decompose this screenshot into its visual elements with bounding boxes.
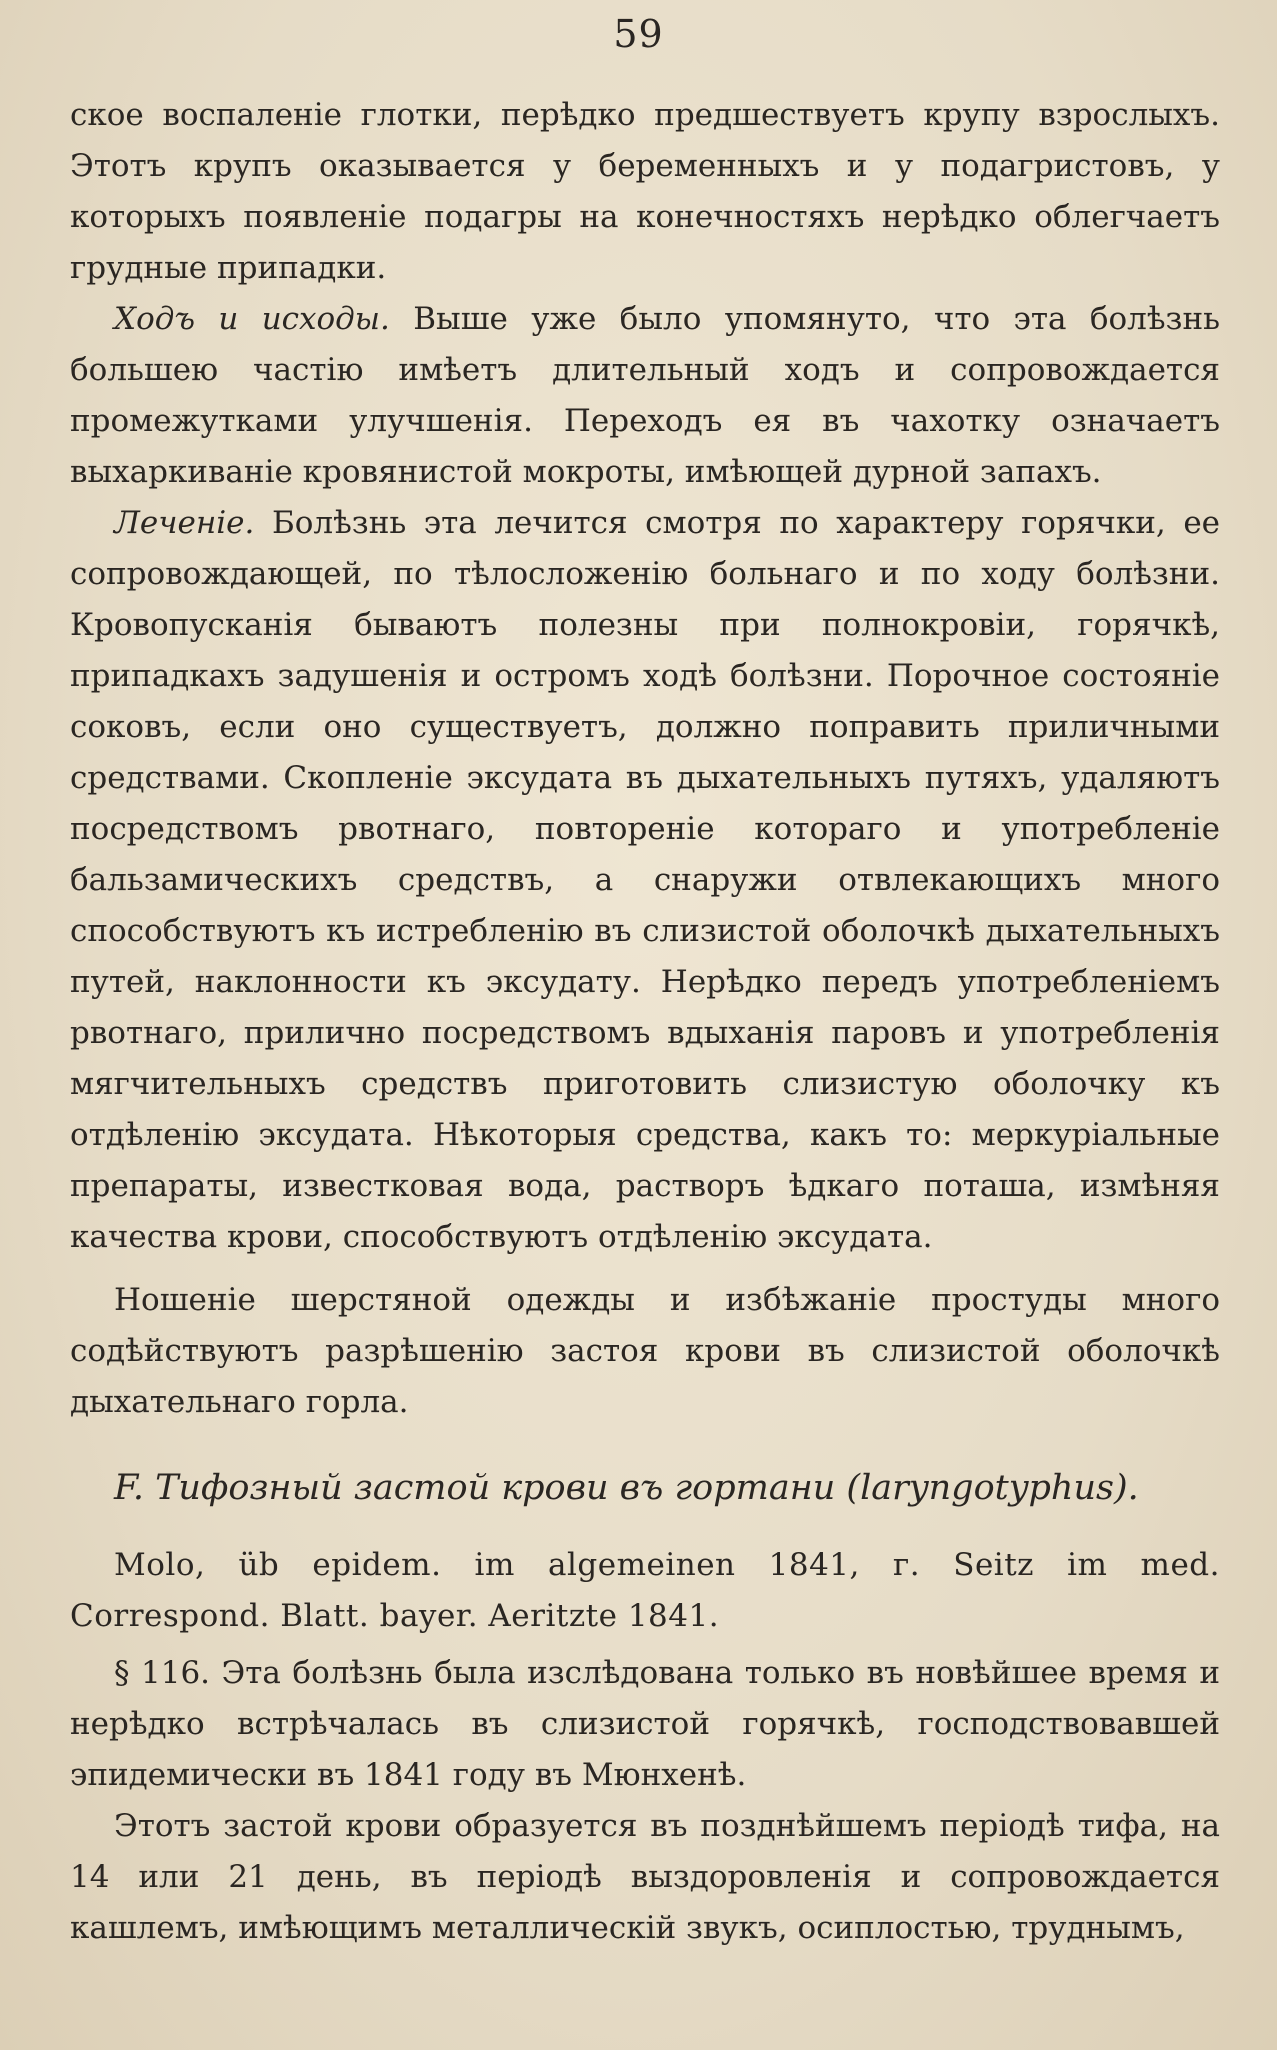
body-text [70,90,1220,1954]
paragraph-treatment [70,498,1220,1263]
paragraph-clothing: Ношеніе шерстяной одежды и избѣжаніе простуды много содѣйствуютъ разрѣшенію застоя крови въ слизистой оболочкѣ дыхательнаго горла. [70,1282,1220,1420]
section-title: F. Тифозный застой крови въ гортани (laryngotyphus). [114,1468,1139,1508]
course-text: Выше уже было упомянуто, что эта болѣзнь большею частію имѣетъ длительный ходъ и сопровождается промежутками улучшенія. Переходъ ея въ чахотку означаетъ выхаркиваніе кровянистой мокроты, имѣющей дурной запахъ. [70,301,1220,490]
paragraph-116: § 116. Эта болѣзнь была изслѣдована только въ новѣйшее время и нерѣдко встрѣчалась въ слизистой горячкѣ, господствовавшей эпидемически въ 1841 году въ Мюнхенѣ. [70,1655,1220,1793]
paragraph-course [70,294,1220,498]
course-lead: Ходъ и исходы. [114,301,390,337]
paragraph-last: Этотъ застой крови образуется въ позднѣйшемъ періодѣ тифа, на 14 или 21 день, въ періодѣ выздоровленія и сопровождается кашлемъ, имѣющимъ металлическій звукъ, осиплостью, труднымъ, [70,1808,1220,1946]
paragraph-continuation: ское воспаленіе глотки, перѣдко предшествуетъ крупу взрослыхъ. Этотъ крупъ оказывается у беременныхъ и у подагристовъ, у которыхъ появленіе подагры на конечностяхъ нерѣдко облегчаетъ грудные припадки. [70,97,1220,286]
page-number: 59 [613,12,664,56]
treatment-lead: Леченіе. [114,505,255,541]
reference-citation: Molo, üb epidem. im algemeinen 1841, г. Seitz im med. Correspond. Blatt. bayer. Aeritzte 1841. [70,1547,1220,1634]
treatment-text: Болѣзнь эта лечится смотря по характеру горячки, ее сопровождающей, по тѣлосложенію больнаго и по ходу болѣзни. Кровопусканія бываютъ полезны при полнокровіи, горячкѣ, припадкахъ задушенія и остромъ ходѣ болѣзни. Порочное состояніе соковъ, если оно существуетъ, должно поправить приличными средствами. Скопленіе эксудата въ дыхательныхъ путяхъ, удаляютъ посредствомъ рвотнаго, повтореніе котораго и употребленіе бальзамическихъ средствъ, а снаружи отвлекающихъ много способствуютъ къ истребленію въ слизистой оболочкѣ дыхательныхъ путей, наклонности къ эксудату. Нерѣдко передъ употребленіемъ рвотнаго, прилично посредствомъ вдыханія паровъ и употребленія мягчительныхъ средствъ приготовить слизистую оболочку къ отдѣленію эксудата. Нѣкоторыя средства, какъ то: меркуріальные препараты, известковая вода, растворъ ѣдкаго поташа, измѣняя качества крови, способствуютъ отдѣленію эксудата. [70,505,1221,1255]
